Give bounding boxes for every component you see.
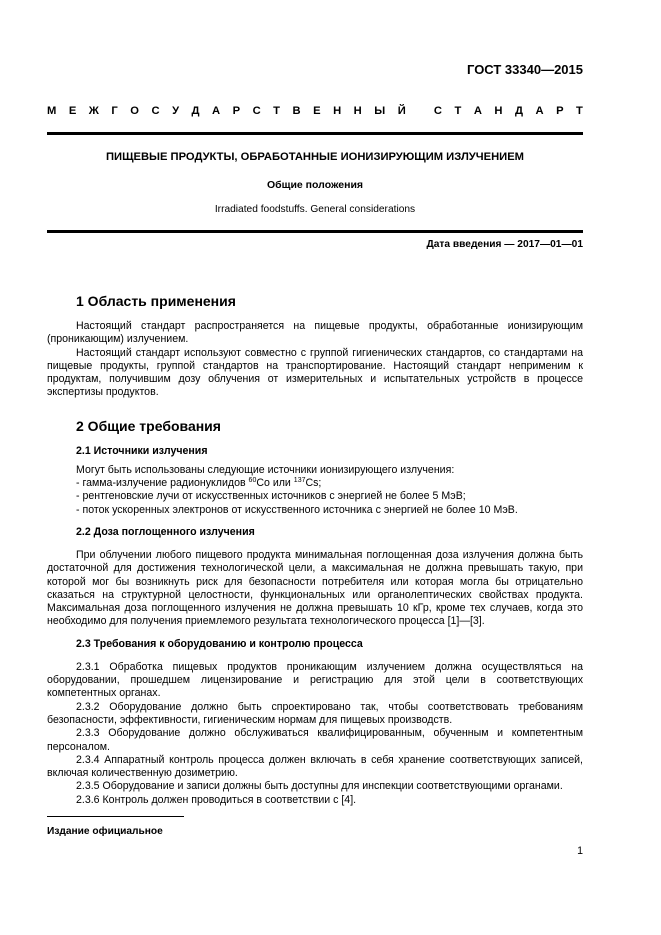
- standard-type-letter: О: [130, 105, 139, 117]
- source-item-gamma: [76, 477, 583, 490]
- isotope-mass-137: 137: [293, 477, 306, 485]
- section-2-2-text: При облучении любого пищевого продукта минимальная поглощенная доза излучения должна быть достаточной для достижения технологической цели, а максимальная не должна превышать такую, при которой мог бы возникнуть риск для безопасности потребителя или которая могла бы отрицательно сказаться на структурной целостности, функциональных или органолептических свойствах продукта. Максимальная доза поглощенного излучения не должна превышать 10 кГр, кроме тех случаев, когда это необходимо для получения приемлемого результата технологического процесса [1]—[3].: [47, 548, 583, 628]
- clause-2-3-3: [47, 727, 583, 754]
- standard-type-letter: Т: [576, 105, 583, 117]
- standard-type-letter: С: [433, 105, 442, 117]
- section-1-paragraph-1-text: Настоящий стандарт распространяется на пищевые продукты, обработанные ионизирующим (проникающим) излучением.: [47, 320, 583, 346]
- section-1-paragraph-2-text: Настоящий стандарт используют совместно с группой гигиенических стандартов, со стандартами на пищевые продукты, группой стандартов на транспортирование. Настоящий стандарт неприменим к продуктам, получившим дозу облучения от измерительных и испытательных устройств в процессе экспертизы продуктов.: [47, 346, 583, 399]
- standard-type-letter: С: [252, 105, 261, 117]
- clause-2-3-2-text: 2.3.2 Оборудование должно быть спроектировано так, чтобы соответствовать требованиям безопасности, эффективности, гигиеническим нормам для пищевых производств.: [47, 700, 583, 726]
- clause-2-3-3-text: 2.3.3 Оборудование должно обслуживаться квалифицированным, обученным и компетентным персоналом.: [47, 727, 583, 753]
- standard-type-letter: А: [535, 105, 544, 117]
- source-item-xray: - рентгеновские лучи от искусственных источников с энергией не более 5 МэВ;: [76, 490, 466, 503]
- document-title: ПИЩЕВЫЕ ПРОДУКТЫ, ОБРАБОТАННЫЕ ИОНИЗИРУЮЩИМ ИЗЛУЧЕНИЕМ: [106, 151, 524, 163]
- standard-type-letter: [418, 105, 421, 117]
- section-2-2-paragraph: [47, 549, 583, 629]
- section-1-heading: 1 Область применения: [76, 293, 236, 309]
- footer-rule: [47, 816, 184, 817]
- section-1-paragraph-2: [47, 347, 583, 400]
- standard-type-letter: Д: [515, 105, 523, 117]
- standard-type-letter: Д: [191, 105, 200, 117]
- clause-2-3-4-text: 2.3.4 Аппаратный контроль процесса должен включать в себя хранение соответствующих записей, включая количественную дозиметрию.: [47, 753, 583, 780]
- gost-number: ГОСТ 33340—2015: [467, 62, 583, 77]
- standard-type-letter: С: [151, 105, 160, 117]
- standard-type-letter: Е: [68, 105, 77, 117]
- section-2-heading: 2 Общие требования: [76, 417, 221, 434]
- introduction-date: Дата введения — 2017—01—01: [426, 239, 583, 250]
- standard-type-letter: Ы: [374, 105, 386, 117]
- standard-type-letter: Е: [313, 105, 321, 117]
- document-subtitle: Общие положения: [266, 179, 364, 191]
- source-item-gamma-mid: Co или: [256, 477, 294, 490]
- isotope-mass-60: 60: [248, 477, 257, 485]
- standard-type-letter: У: [172, 105, 180, 117]
- standard-type-letter: Т: [273, 105, 281, 117]
- header-rule: [47, 132, 583, 135]
- standard-type-letter: Р: [232, 105, 241, 117]
- standard-type-letter: М: [47, 105, 57, 117]
- standard-type-letter: Н: [353, 105, 362, 117]
- clause-2-3-4: [47, 754, 583, 781]
- clause-2-3-1-text: 2.3.1 Обработка пищевых продуктов проникающим излучением должна осуществляться на оборудовании, прошедшем лицензирование и регистрацию для этой цели в соответствующих компетентных органах.: [47, 660, 583, 700]
- document-title-english: Irradiated foodstuffs. General considerations: [214, 204, 416, 215]
- clause-2-3-5: [47, 780, 583, 793]
- clause-2-3-6: [47, 794, 583, 807]
- section-1-paragraph-1: [47, 320, 583, 347]
- clause-2-3-2: [47, 701, 583, 728]
- official-edition-label: Издание официальное: [47, 826, 163, 837]
- standard-type-letter: Н: [333, 105, 342, 117]
- section-2-1-heading: 2.1 Источники излучения: [76, 444, 208, 457]
- standard-type-letter: Г: [111, 105, 118, 117]
- document-body: [47, 292, 583, 807]
- section-2-1-intro: Могут быть использованы следующие источники ионизирующего излучения:: [76, 463, 455, 476]
- standard-type-letter: Р: [556, 105, 564, 117]
- source-item-electron: - поток ускоренных электронов от искусственного источника с энергией не более 10 МэВ.: [76, 503, 518, 516]
- standard-type-letter: Й: [397, 105, 406, 117]
- standard-type-letter: Н: [494, 105, 503, 117]
- standard-type-letter: В: [292, 105, 301, 117]
- clause-2-3-6-text: 2.3.6 Контроль должен проводиться в соответствии с [4].: [76, 793, 357, 806]
- title-rule: [47, 230, 583, 233]
- source-item-gamma-suffix: Cs;: [305, 477, 322, 490]
- section-2-2-heading: 2.2 Доза поглощенного излучения: [76, 525, 255, 538]
- clause-2-3-5-text: 2.3.5 Оборудование и записи должны быть доступны для инспекции соответствующими органами.: [76, 780, 563, 793]
- standard-type-letter: Ж: [88, 105, 99, 117]
- section-2-3-heading: 2.3 Требования к оборудованию и контролю процесса: [76, 637, 363, 650]
- standard-type-banner: [47, 105, 583, 117]
- page-number: 1: [577, 845, 583, 857]
- standard-type-letter: А: [212, 105, 221, 117]
- standard-type-letter: А: [473, 105, 482, 117]
- clause-2-3-1: [47, 661, 583, 701]
- source-item-gamma-prefix: - гамма-излучение радионуклидов: [76, 477, 249, 490]
- standard-type-letter: Т: [454, 105, 462, 117]
